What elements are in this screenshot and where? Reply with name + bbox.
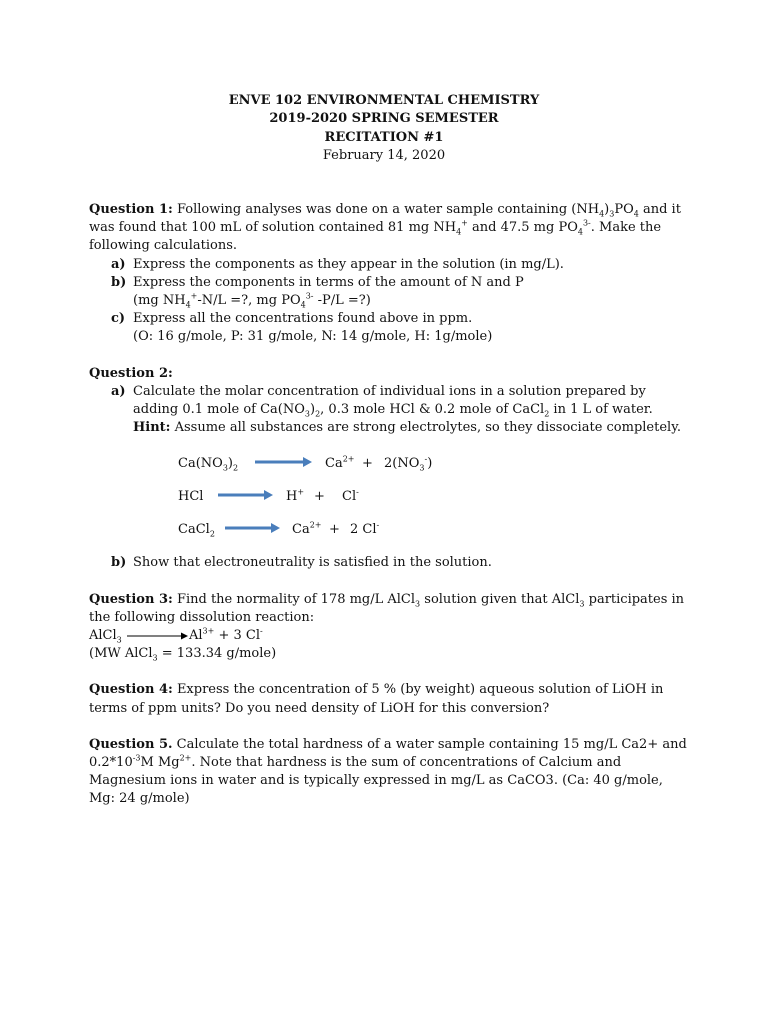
question-4 <box>89 681 689 717</box>
question-4-label: Question 4: <box>89 682 173 698</box>
question-1-molar-masses: (O: 16 g/mole, P: 31 g/mole, N: 14 g/mole, H: 1g/mole) <box>133 329 493 345</box>
question-2-label: Question 2: <box>89 365 173 381</box>
question-2-part-b: b) Show that electroneutrality is satisfied in the solution. <box>111 555 492 571</box>
right-arrow-icon <box>218 489 274 501</box>
reactant: AlCl$_3$ <box>89 628 122 645</box>
product-anion: $2(NO_3^-)$ <box>384 455 433 474</box>
right-arrow-icon <box>255 456 313 468</box>
reaction-hcl <box>89 488 689 521</box>
question-5-label: Question 5. <box>89 736 173 752</box>
reaction-cacl2 <box>89 521 689 554</box>
question-4-text: Question 4: Express the concentration of 5 % (by weight) aqueous solution of LiOH in terms of ppm units? Do you need density of LiOH for this conversion? <box>89 682 664 716</box>
products: $Al^{3+} + 3$ Cl- <box>189 626 263 644</box>
questions <box>89 201 689 827</box>
course-title: ENVE 102 ENVIRONMENTAL CHEMISTRY <box>228 93 540 108</box>
question-3-text: Question 3: Find the normality of 178 mg/L AlCl$_3$ solution given that AlCl$_3$ participates in the following dissolution reaction: <box>89 591 685 625</box>
reactant: HCl <box>178 489 204 505</box>
product-anion: 2 Cl- <box>350 521 380 538</box>
recitation-title: RECITATION #1 <box>324 129 444 145</box>
right-arrow-icon <box>225 522 281 534</box>
question-2-hint: Hint: Assume all substances are strong electrolytes, so they dissociate completely. <box>133 420 681 436</box>
alcl3-molecular-weight: (MW AlCl$_3$ = 133.34 g/mole) <box>89 646 277 663</box>
question-1-part-b-formula: (mg $NH_4^+-N/L$ =?, mg $PO_4^{3-}$ -P/L =?) <box>133 291 371 310</box>
question-1-part-a: a) Express the components as they appear in the solution (in mg/L). <box>111 256 564 272</box>
semester-title: 2019-2020 SPRING SEMESTER <box>269 111 499 127</box>
plus-sign: + <box>362 456 373 472</box>
plus-sign: + <box>329 522 340 538</box>
hint-label: Hint: <box>133 420 171 436</box>
right-arrow-icon <box>127 631 189 641</box>
question-5-text: Question 5. Calculate the total hardness of a water sample containing 15 mg/L Ca2+ and $0.2*10^{-3}M$ $Mg^{2+}$. Note that hardness is the sum of concentrations of Calcium and Magnesium ions in water and is typically expressed in mg/L as CaCO3. (Ca: 40 g/mole, Mg: 24 g/mole) <box>89 736 687 807</box>
product-cation: $Ca^{2+}$ <box>292 521 322 538</box>
question-1-label: Question 1: <box>89 202 173 217</box>
reaction-ca-no3 <box>89 455 689 488</box>
plus-sign: + <box>314 489 325 505</box>
question-1-part-b: b) Express the components in terms of the amount of N and P <box>111 274 524 290</box>
reactant: CaCl$_2$ <box>178 522 215 540</box>
question-1-part-c: c) Express all the concentrations found above in ppm. <box>111 311 473 327</box>
document-header <box>0 92 768 166</box>
question-1 <box>89 201 689 347</box>
question-2 <box>89 365 689 573</box>
question-1-text: Question 1: Following analyses was done on a water sample containing $(NH_4)_3PO_4$ and it was found that 100 mL of solution contained 81 mg $NH_4^+$ and 47.5 mg $PO_4^{3-}$. Make the following calculations. <box>89 202 681 254</box>
product-cation: $Ca^{2+}$ <box>325 455 355 472</box>
alcl3-dissolution-reaction <box>89 627 689 645</box>
question-3-label: Question 3: <box>89 591 173 607</box>
document-date: February 14, 2020 <box>322 148 446 164</box>
question-2-part-a: a) Calculate the molar concentration of individual ions in a solution prepared by adding 0.1 mole of $Ca(NO_3)_2$, 0.3 mole HCl & 0.2 mole of CaCl$_2$ in 1 L of water. <box>111 383 653 419</box>
product-cation: H+ <box>286 488 305 505</box>
question-5 <box>89 736 689 809</box>
reactant: $Ca(NO_3)_2$ <box>178 456 239 474</box>
product-anion: Cl- <box>342 488 359 505</box>
question-3 <box>89 591 689 664</box>
